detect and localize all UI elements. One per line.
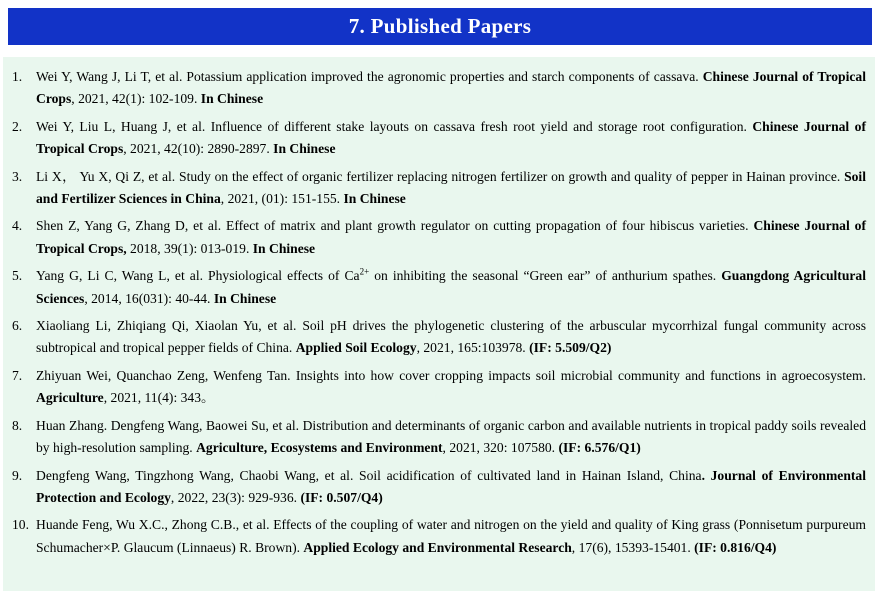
references-list — [3, 57, 875, 591]
reference-item — [12, 66, 866, 111]
reference-item — [12, 415, 866, 460]
reference-number: 7. — [12, 367, 23, 383]
page-title: 7. Published Papers — [348, 14, 532, 38]
reference-text: Zhiyuan Wei, Quanchao Zeng, Wenfeng Tan. Insights into how cover cropping impacts soil microbial community and functions in agroecosystem. Agriculture, 2021, 11(4): 343。 — [36, 367, 866, 406]
reference-number: 2. — [12, 118, 23, 134]
reference-number: 9. — [12, 467, 23, 483]
reference-number: 8. — [12, 417, 23, 433]
reference-number: 3. — [12, 168, 23, 184]
reference-number: 1. — [12, 69, 23, 84]
reference-item — [12, 315, 866, 360]
reference-text: Wei Y, Liu L, Huang J, et al. Influence of different stake layouts on cassava fresh root yield and storage root configuration. Chinese Journal of Tropical Crops, 2021, 42(10): 2890-2897. In Chinese — [36, 118, 866, 157]
reference-item — [12, 265, 866, 310]
reference-text: Yang G, Li C, Wang L, et al. Physiological effects of $Ca^{2+}$ on inhibiting the seasonal “Green ear” of anthurium spathes. Guangdong Agricultural Sciences, 2014, 16(031): 40-44. In Chinese — [36, 266, 867, 306]
reference-text: Li X， Yu X, Qi Z, et al. Study on the effect of organic fertilizer replacing nitrogen fertilizer on growth and quality of pepper in Hainan province. Soil and Fertilizer Sciences in China, 2021, (01): 151-155. In Chinese — [36, 168, 866, 207]
reference-item — [12, 514, 866, 559]
reference-number: 5. — [12, 268, 23, 284]
reference-item — [12, 215, 866, 260]
reference-text: Dengfeng Wang, Tingzhong Wang, Chaobi Wang, et al. Soil acidification of cultivated land in Hainan Island, China. Journal of Environmental Protection and Ecology, 2022, 23(3): 929-936. (IF: 0.507/Q4) — [36, 467, 867, 505]
reference-number: 6. — [12, 318, 23, 334]
reference-text: Shen Z, Yang G, Zhang D, et al. Effect of matrix and plant growth regulator on cutting propagation of four hibiscus varieties. Chinese Journal of Tropical Crops, 2018, 39(1): 013-019. In Chinese — [36, 218, 867, 256]
reference-number: 4. — [12, 218, 23, 234]
header-bar — [8, 8, 872, 45]
reference-text: Wei Y, Wang J, Li T, et al. Potassium application improved the agronomic properties and starch components of cassava. Chinese Journal of Tropical Crops, 2021, 42(1): 102-109. In Chinese — [36, 69, 866, 107]
reference-text: Huan Zhang. Dengfeng Wang, Baowei Su, et al. Distribution and determinants of organic carbon and available nutrients in tropical paddy soils revealed by high-resolution sampling. Agriculture, Ecosystems and Environment, 2021, 320: 107580. (IF: 6.576/Q1) — [36, 417, 866, 456]
reference-item — [12, 465, 866, 510]
reference-text: Huande Feng, Wu X.C., Zhong C.B., et al. Effects of the coupling of water and nitrogen on the yield and quality of King grass (Ponnisetum purpureum Schumacher×P. Glaucum (Linnaeus) R. Brown). Applied Ecology and Environmental Research, 17(6), 15393-15401. (IF: 0.816/Q4) — [36, 517, 866, 555]
reference-item — [12, 166, 866, 211]
reference-item — [12, 365, 866, 410]
reference-item — [12, 116, 866, 161]
reference-number: 10. — [12, 517, 29, 533]
reference-text: Xiaoliang Li, Zhiqiang Qi, Xiaolan Yu, et al. Soil pH drives the phylogenetic clustering of the arbuscular mycorrhizal fungal community across subtropical and tropical pepper fields of China. Applied Soil Ecology, 2021, 165:103978. (IF: 5.509/Q2) — [36, 318, 866, 356]
